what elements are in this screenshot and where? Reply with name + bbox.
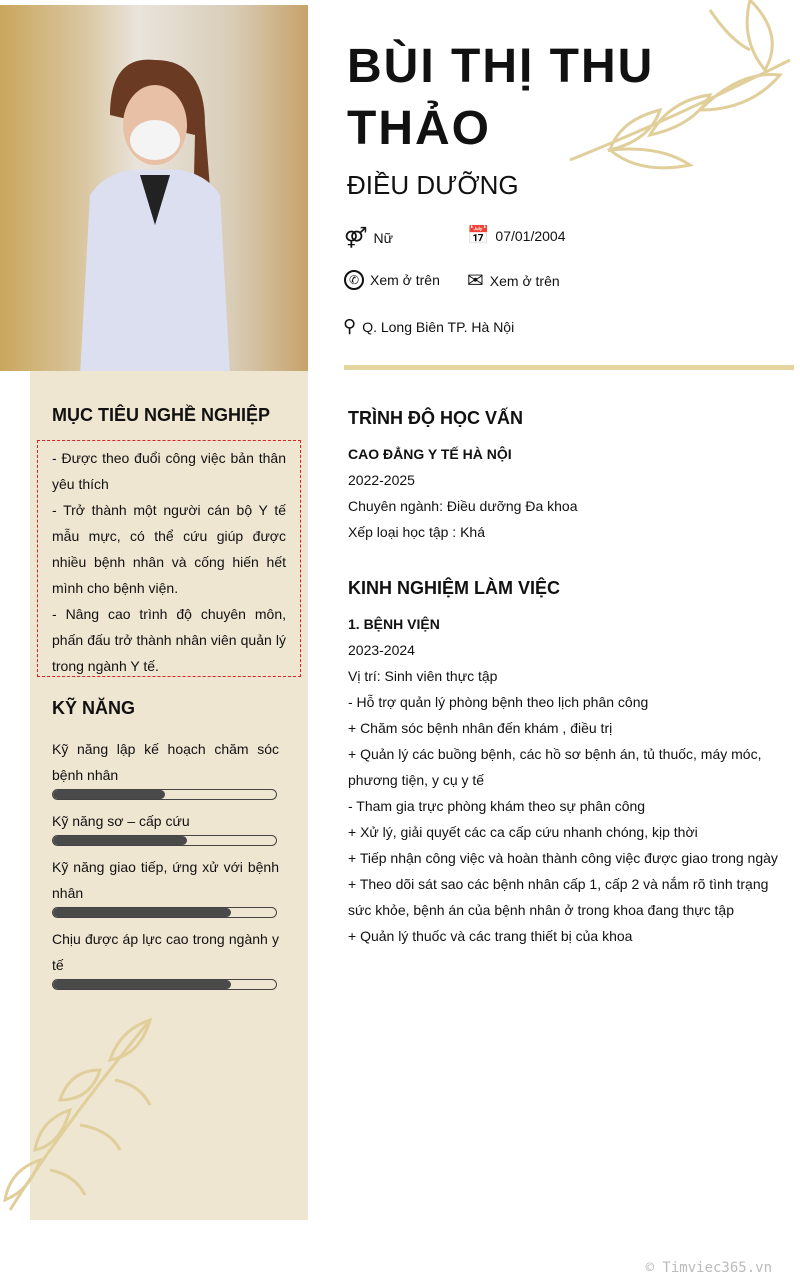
skill-label: Kỹ năng giao tiếp, ứng xử với bệnh nhân [52, 859, 279, 901]
skill-item [52, 926, 279, 990]
skill-item [52, 854, 279, 918]
job-title: ĐIỀU DƯỠNG [347, 170, 519, 200]
education-period: 2022-2025 [348, 472, 415, 488]
skill-bar-fill [53, 790, 165, 799]
skill-bar [52, 979, 277, 990]
school-name: CAO ĐẲNG Y TẾ HÀ NỘI [348, 446, 512, 462]
experience-heading: KINH NGHIỆM LÀM VIỆC [348, 578, 561, 598]
experience-period: 2023-2024 [348, 642, 415, 658]
profile-photo [0, 5, 308, 371]
objective-heading: MỤC TIÊU NGHỀ NGHIỆP [52, 405, 271, 425]
objective-line: - Được theo đuổi công việc bản thân yêu thích [52, 450, 286, 492]
skill-label: Kỹ năng lập kế hoạch chăm sóc bệnh nhân [52, 741, 279, 783]
objective-line: - Nâng cao trình độ chuyên môn, phấn đấu trở thành nhân viên quản lý trong ngành Y tế. [52, 606, 286, 674]
skill-item [52, 736, 279, 800]
skill-item [52, 808, 279, 846]
experience-line: Vị trí: Sinh viên thực tập [348, 668, 498, 684]
gender-info [344, 225, 393, 250]
objective-box [37, 440, 301, 677]
gender-value: Nữ [373, 229, 393, 246]
education-rank: Xếp loại học tập : Khá [348, 524, 485, 540]
address-value: Q. Long Biên TP. Hà Nội [362, 318, 515, 335]
skill-bar [52, 907, 277, 918]
experience-line: + Tiếp nhận công việc và hoàn thành công việc được giao trong ngày [348, 850, 778, 866]
education-section [348, 408, 778, 545]
phone-icon: ✆ [344, 270, 364, 290]
experience-line: + Xử lý, giải quyết các ca cấp cứu nhanh chóng, kịp thời [348, 824, 698, 840]
skill-bar-fill [53, 908, 231, 917]
education-major: Chuyên ngành: Điều dưỡng Đa khoa [348, 498, 578, 514]
mail-icon: ✉ [467, 270, 484, 292]
experience-line: + Chăm sóc bệnh nhân đến khám , điều trị [348, 720, 613, 736]
objective-line: - Trở thành một người cán bộ Y tế mẫu mực, có thể cứu giúp được nhiều bệnh nhân và cống hiến hết mình cho bệnh viện. [52, 502, 286, 596]
divider [344, 365, 794, 370]
skill-bar-fill [53, 980, 231, 989]
footer-watermark: © Timviec365.vn [645, 1260, 772, 1276]
gender-icon: ⚤ [344, 227, 368, 249]
skills-list [52, 736, 279, 998]
experience-line: + Theo dõi sát sao các bệnh nhân cấp 1, cấp 2 và nắm rõ tình trạng sức khỏe, bệnh án của bệnh nhân ở trong khoa đang thực tập [348, 876, 769, 918]
calendar-icon: 📅 [467, 225, 490, 245]
experience-line: + Quản lý các buồng bệnh, các hồ sơ bệnh án, tủ thuốc, máy móc, phương tiện, y cụ y tế [348, 746, 762, 788]
address-info [343, 316, 514, 337]
education-heading: TRÌNH ĐỘ HỌC VẤN [348, 408, 523, 428]
location-pin-icon: ⚲ [343, 316, 357, 336]
birthday-info [467, 225, 566, 246]
birthday-value: 07/01/2004 [495, 227, 566, 244]
experience-line: - Tham gia trực phòng khám theo sự phân công [348, 798, 646, 814]
leaf-decoration-bottom-icon [0, 1010, 170, 1220]
skills-heading: KỸ NĂNG [52, 698, 136, 718]
email-value: Xem ở trên [489, 272, 560, 289]
experience-section [348, 578, 778, 949]
experience-line: + Quản lý thuốc và các trang thiết bị của khoa [348, 928, 633, 944]
skill-label: Chịu được áp lực cao trong ngành y tế [52, 931, 279, 973]
experience-org: 1. BỆNH VIỆN [348, 616, 440, 632]
email-info [467, 268, 560, 293]
phone-info [344, 270, 440, 290]
candidate-name: BÙI THỊ THU THẢO [347, 40, 655, 155]
person-illustration [70, 55, 240, 371]
skill-bar [52, 835, 277, 846]
skill-label: Kỹ năng sơ – cấp cứu [52, 813, 190, 829]
skill-bar [52, 789, 277, 800]
phone-value: Xem ở trên [370, 272, 440, 288]
skill-bar-fill [53, 836, 187, 845]
experience-line: - Hỗ trợ quản lý phòng bệnh theo lịch phân công [348, 694, 649, 710]
